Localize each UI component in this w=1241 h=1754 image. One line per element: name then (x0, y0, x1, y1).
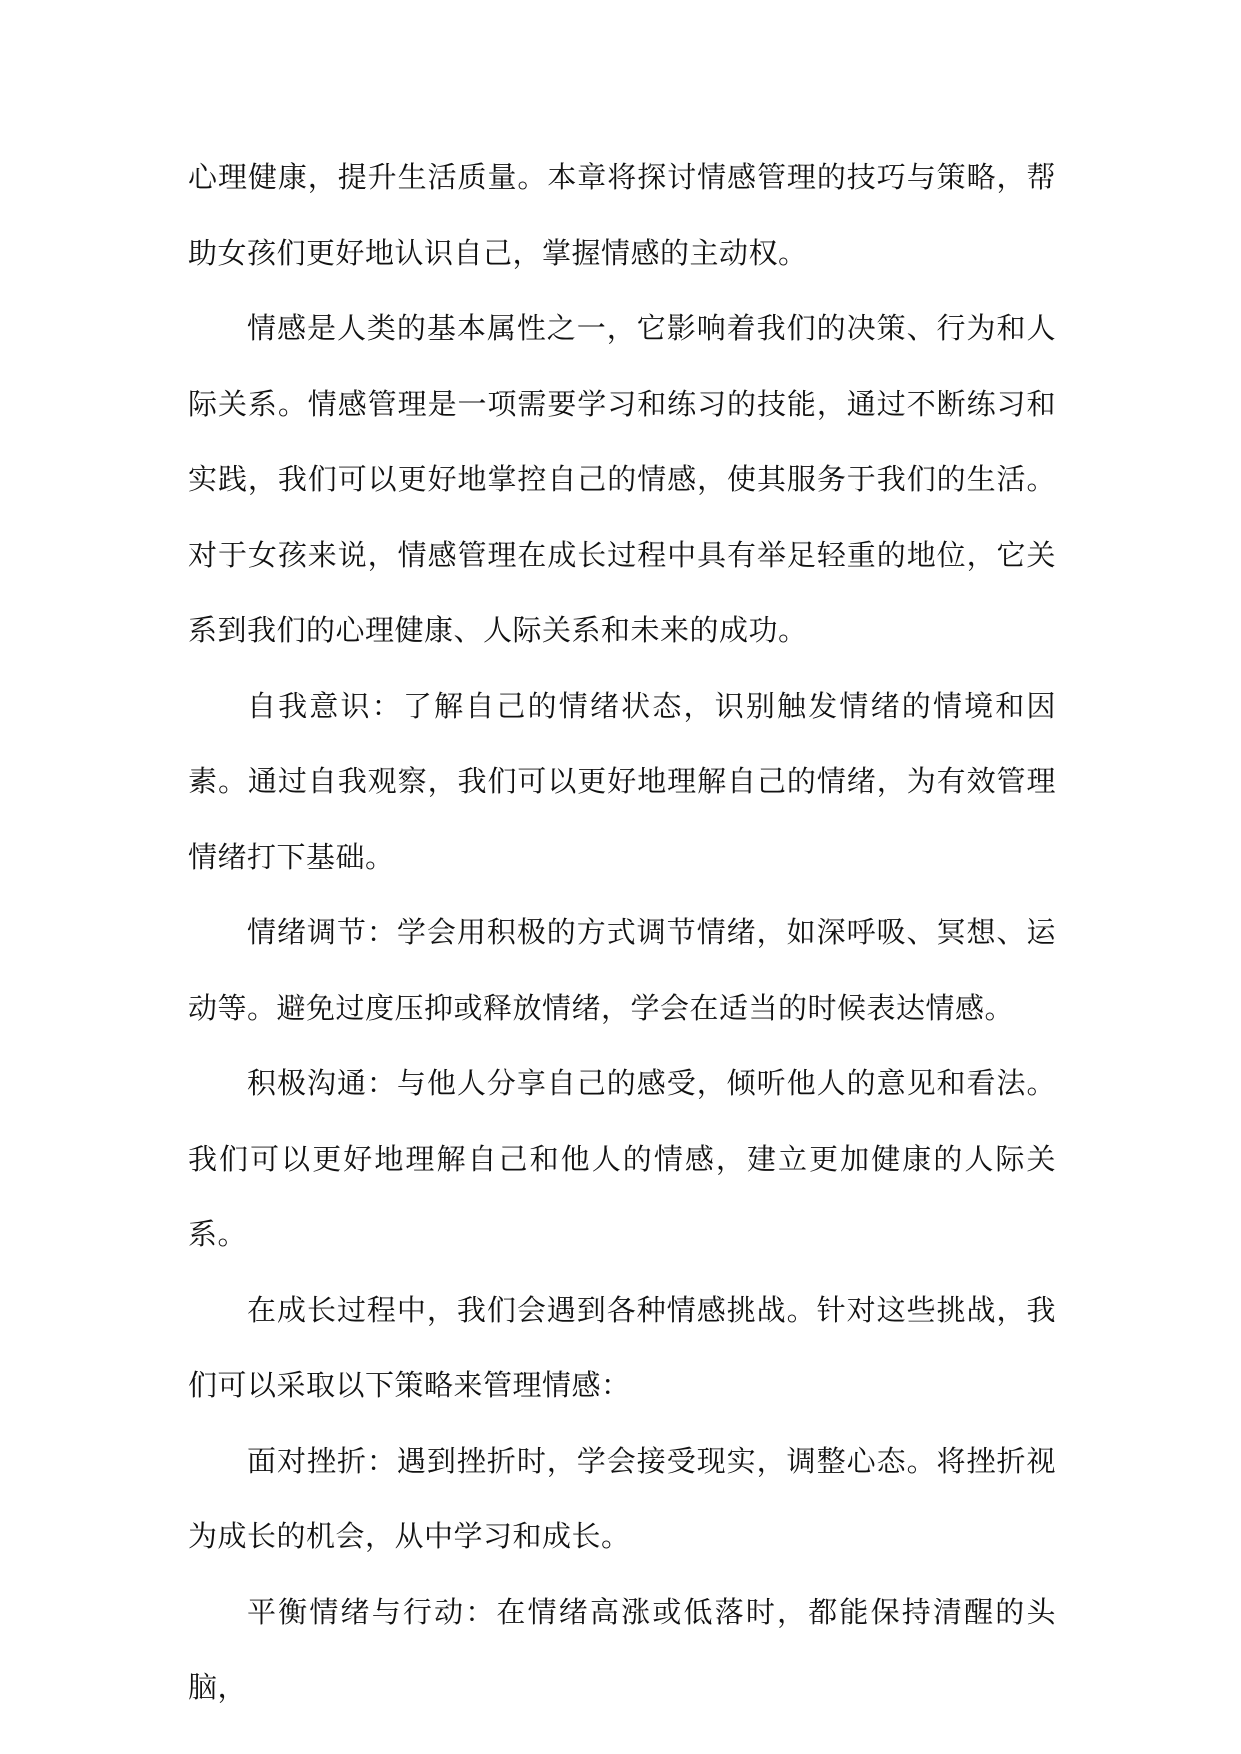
paragraph-positive-communication: 积极沟通：与他人分享自己的感受，倾听他人的意见和看法。我们可以更好地理解自己和他人的情感，建立更加健康的人际关系。 (188, 1066, 1056, 1251)
paragraph-intro-continued: 心理健康，提升生活质量。本章将探讨情感管理的技巧与策略，帮助女孩们更好地认识自己，掌握情感的主动权。 (188, 160, 1056, 270)
paragraph-emotional-challenges: 在成长过程中，我们会遇到各种情感挑战。针对这些挑战，我们可以采取以下策略来管理情感： (188, 1292, 1056, 1402)
paragraph-emotion-basics: 情感是人类的基本属性之一，它影响着我们的决策、行为和人际关系。情感管理是一项需要学习和练习的技能，通过不断练习和实践，我们可以更好地掌控自己的情感，使其服务于我们的生活。对于女孩来说，情感管理在成长过程中具有举足轻重的地位，它关系到我们的心理健康、人际关系和未来的成功。 (188, 311, 1056, 647)
paragraph-balance-emotion-action: 平衡情绪与行动：在情绪高涨或低落时，都能保持清醒的头脑， (188, 1594, 1056, 1704)
paragraph-facing-setbacks: 面对挫折：遇到挫折时，学会接受现实，调整心态。将挫折视为成长的机会，从中学习和成长。 (188, 1443, 1056, 1553)
paragraph-self-awareness: 自我意识：了解自己的情绪状态，识别触发情绪的情境和因素。通过自我观察，我们可以更好地理解自己的情绪，为有效管理情绪打下基础。 (188, 688, 1056, 874)
paragraph-emotion-regulation: 情绪调节：学会用积极的方式调节情绪，如深呼吸、冥想、运动等。避免过度压抑或释放情绪，学会在适当的时候表达情感。 (188, 915, 1056, 1025)
document-body (188, 140, 1056, 1726)
